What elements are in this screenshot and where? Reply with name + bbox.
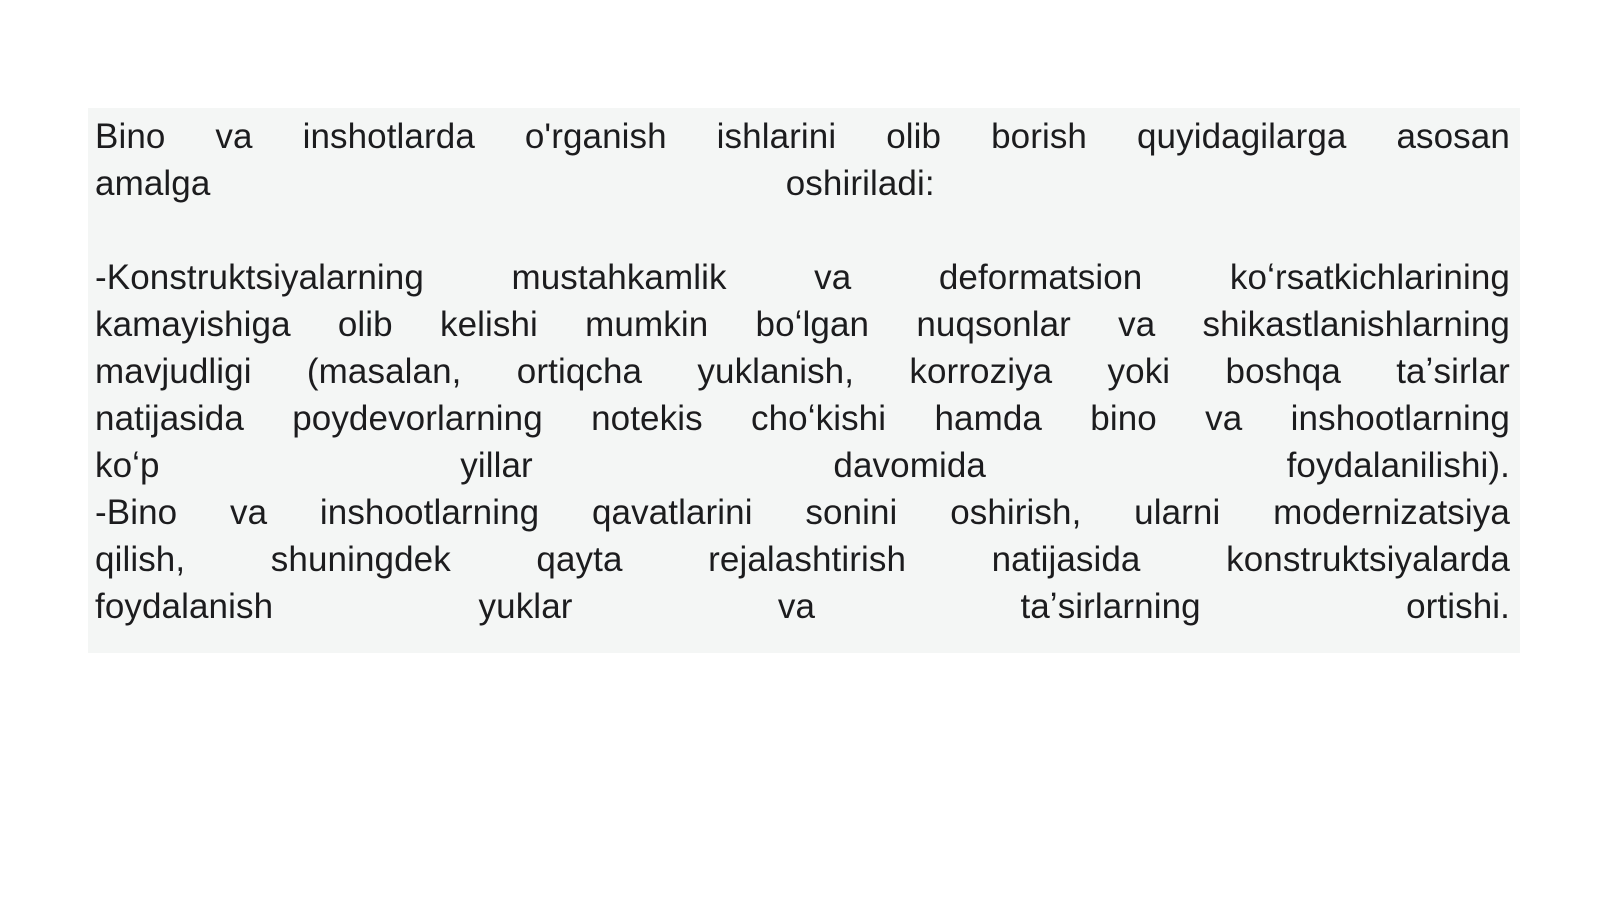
word: taʼsirlarning (1020, 587, 1201, 626)
word: Bino (95, 117, 166, 156)
document-text (95, 113, 1510, 630)
text-line (95, 254, 1510, 301)
text-line (95, 536, 1510, 583)
word: nuqsonlar (916, 305, 1071, 344)
word: koʻp (95, 446, 160, 485)
word: mavjudligi (95, 352, 252, 391)
word: deformatsion (938, 258, 1143, 297)
word: amalga (95, 164, 211, 203)
word: kelishi (439, 305, 538, 344)
word: shikastlanishlarning (1202, 305, 1510, 344)
paragraph-intro (95, 113, 1510, 207)
word: yuklar (478, 587, 573, 626)
word: bino (1090, 399, 1157, 438)
text-line (95, 583, 1510, 630)
word: boʻlgan (755, 305, 870, 344)
word: o'rganish (524, 117, 667, 156)
word: poydevorlarning (292, 399, 543, 438)
text-line (95, 113, 1510, 160)
word: olib (886, 117, 942, 156)
word: va (814, 258, 852, 297)
word: ishlarini (716, 117, 837, 156)
word: shuningdek (270, 540, 451, 579)
word: inshotlarda (302, 117, 475, 156)
word: kamayishiga (95, 305, 291, 344)
word: asosan (1396, 117, 1510, 156)
word: quyidagilarga (1136, 117, 1347, 156)
word: davomida (833, 446, 986, 485)
word: olib (337, 305, 393, 344)
word: va (215, 117, 253, 156)
word: mumkin (585, 305, 709, 344)
word: inshootlarning (319, 493, 540, 532)
word: notekis (591, 399, 703, 438)
word: natijasida (991, 540, 1141, 579)
word: yillar (460, 446, 533, 485)
word: va (229, 493, 268, 532)
word: va (777, 587, 816, 626)
word: borish (991, 117, 1087, 156)
text-line (95, 489, 1510, 536)
word: va (1118, 305, 1156, 344)
word: hamda (934, 399, 1042, 438)
word: -Bino (95, 493, 178, 532)
word: yuklanish, (697, 352, 855, 391)
word: sonini (805, 493, 898, 532)
word: natijasida (95, 399, 244, 438)
word: inshootlarning (1290, 399, 1510, 438)
word: boshqa (1225, 352, 1341, 391)
word: oshiriladi: (785, 164, 935, 203)
text-line (95, 395, 1510, 442)
word: ortiqcha (516, 352, 643, 391)
word: oshirish, (950, 493, 1082, 532)
word: foydalanilishi). (1286, 446, 1510, 485)
word: taʼsirlar (1396, 352, 1510, 391)
word: konstruktsiyalarda (1226, 540, 1510, 579)
word: yoki (1107, 352, 1171, 391)
word: qilish, (95, 540, 186, 579)
word: ularni (1134, 493, 1221, 532)
word: va (1205, 399, 1243, 438)
text-line (95, 442, 1510, 489)
word: ortishi. (1406, 587, 1510, 626)
word: -Konstruktsiyalarning (95, 258, 424, 297)
word: foydalanish (95, 587, 274, 626)
text-line (95, 348, 1510, 395)
word: choʻkishi (751, 399, 887, 438)
word: korroziya (909, 352, 1053, 391)
word: (masalan, (306, 352, 462, 391)
paragraph-list (95, 254, 1510, 630)
word: rejalashtirish (708, 540, 907, 579)
text-line (95, 301, 1510, 348)
word: koʻrsatkichlarining (1229, 258, 1510, 297)
word: mustahkamlik (511, 258, 727, 297)
text-line (95, 160, 1510, 207)
word: modernizatsiya (1273, 493, 1510, 532)
word: qavatlarini (591, 493, 753, 532)
word: qayta (536, 540, 623, 579)
